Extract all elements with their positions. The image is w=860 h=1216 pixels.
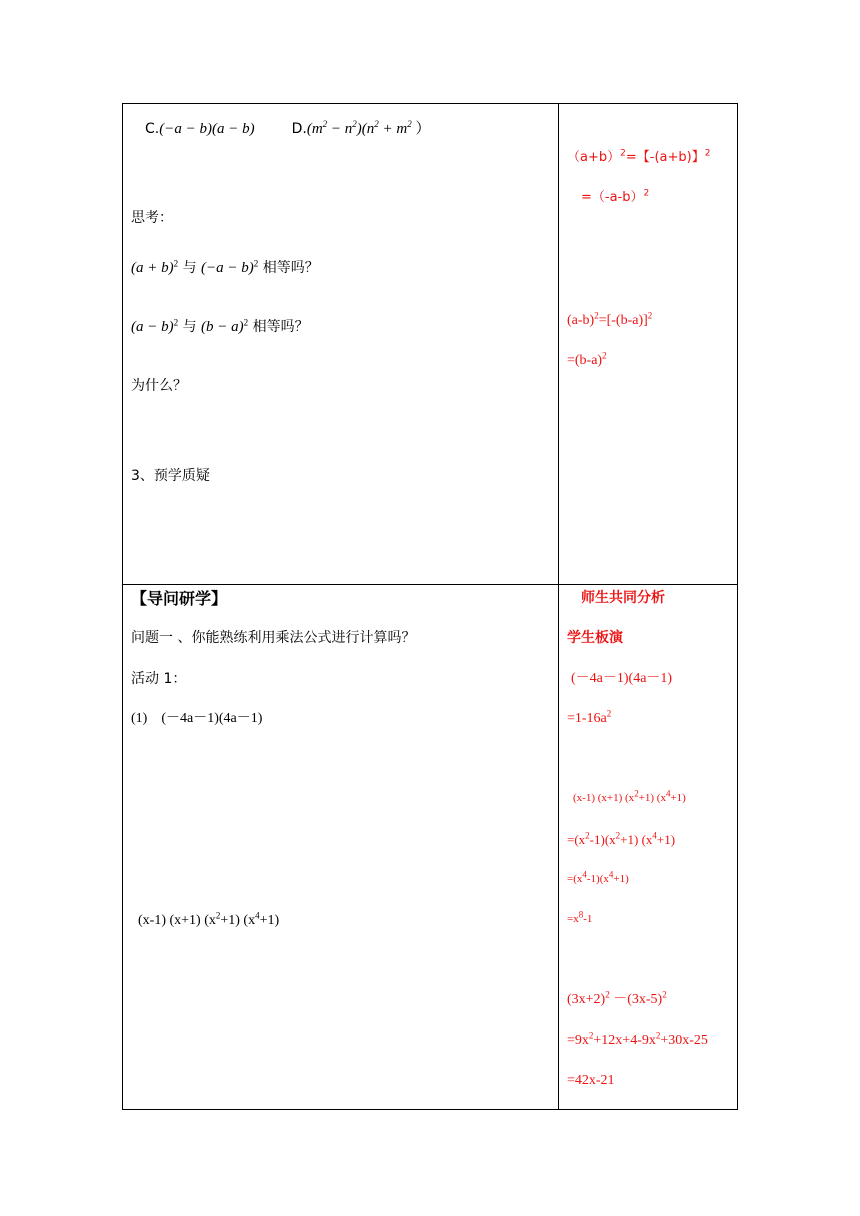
solution-2-line-3: $=(x^4-1)(x^4+1)$	[567, 869, 629, 885]
preview-cell	[123, 104, 559, 585]
solution-2-line-1: (x-1) (x+1) $(x^2+1)$ $(x^4+1)$	[573, 788, 686, 804]
think-question-1: $(a + b)^2$ 与 $(-a - b)^2$ 相等吗？	[131, 258, 319, 276]
why-question: 为什么？	[131, 378, 187, 394]
exercise-2: (x-1) (x+1) $(x^2+1)$ $(x^4+1)$	[138, 910, 280, 928]
answer-line-2: $=(-a-b)^2$	[581, 188, 650, 205]
section-3-label: 3、预学质疑	[131, 468, 210, 484]
solution-1-line-1: (－4a－1)(4a－1)	[571, 671, 673, 686]
question-1: 问题一 、你能熟练利用乘法公式进行计算吗？	[131, 630, 416, 646]
solution-3-line-3: =42x-21	[567, 1073, 615, 1088]
section-heading: 【导问研学】	[131, 589, 228, 608]
answer-line-1: $(a+b)^2=$【-(a+b)】$^2$	[567, 148, 711, 165]
solution-3-line-1: $(3x+2)^2 -(3x-5)^2$	[567, 989, 667, 1007]
think-question-2: $(a - b)^2$ 与 $(b - a)^2$ 相等吗？	[131, 317, 309, 335]
solution-3-line-2: $=9x^2+12x+4-9x^2+30x-25$	[567, 1030, 708, 1048]
lesson-table	[122, 103, 738, 1110]
option-c-expression: (−a − b)(a − b)	[159, 121, 255, 137]
option-d-expression: $(m^2 - n^2)(n^2 + m^2$ ）	[306, 119, 431, 137]
solution-1-line-2: $=1-16a^2$	[567, 708, 612, 726]
option-d-letter: D.	[291, 121, 307, 137]
analysis-title: 师生共同分析	[581, 590, 665, 606]
solution-2-line-4: $=x^8-1$	[567, 909, 593, 925]
answer-cell-bottom	[559, 585, 738, 1110]
options-line	[145, 120, 431, 139]
think-label: 思考：	[131, 210, 173, 226]
board-work-title: 学生板演	[567, 630, 623, 646]
answer-line-4: $=(b-a)^2$	[567, 350, 607, 368]
answer-cell-top	[559, 104, 738, 585]
exercise-1: (1) (－4a－1)(4a－1)	[131, 711, 263, 726]
option-c-letter: C.	[145, 121, 160, 137]
solution-2-line-2: $=(x^2-1)(x^2+1)$ $(x^4+1)$	[567, 830, 676, 847]
guided-study-cell	[123, 585, 559, 1110]
answer-line-3: $(a-b)^2=[-(b-a)]^2$	[567, 310, 653, 328]
activity-label: 活动 1：	[131, 671, 187, 687]
table-row	[123, 104, 738, 585]
table-row	[123, 585, 738, 1110]
